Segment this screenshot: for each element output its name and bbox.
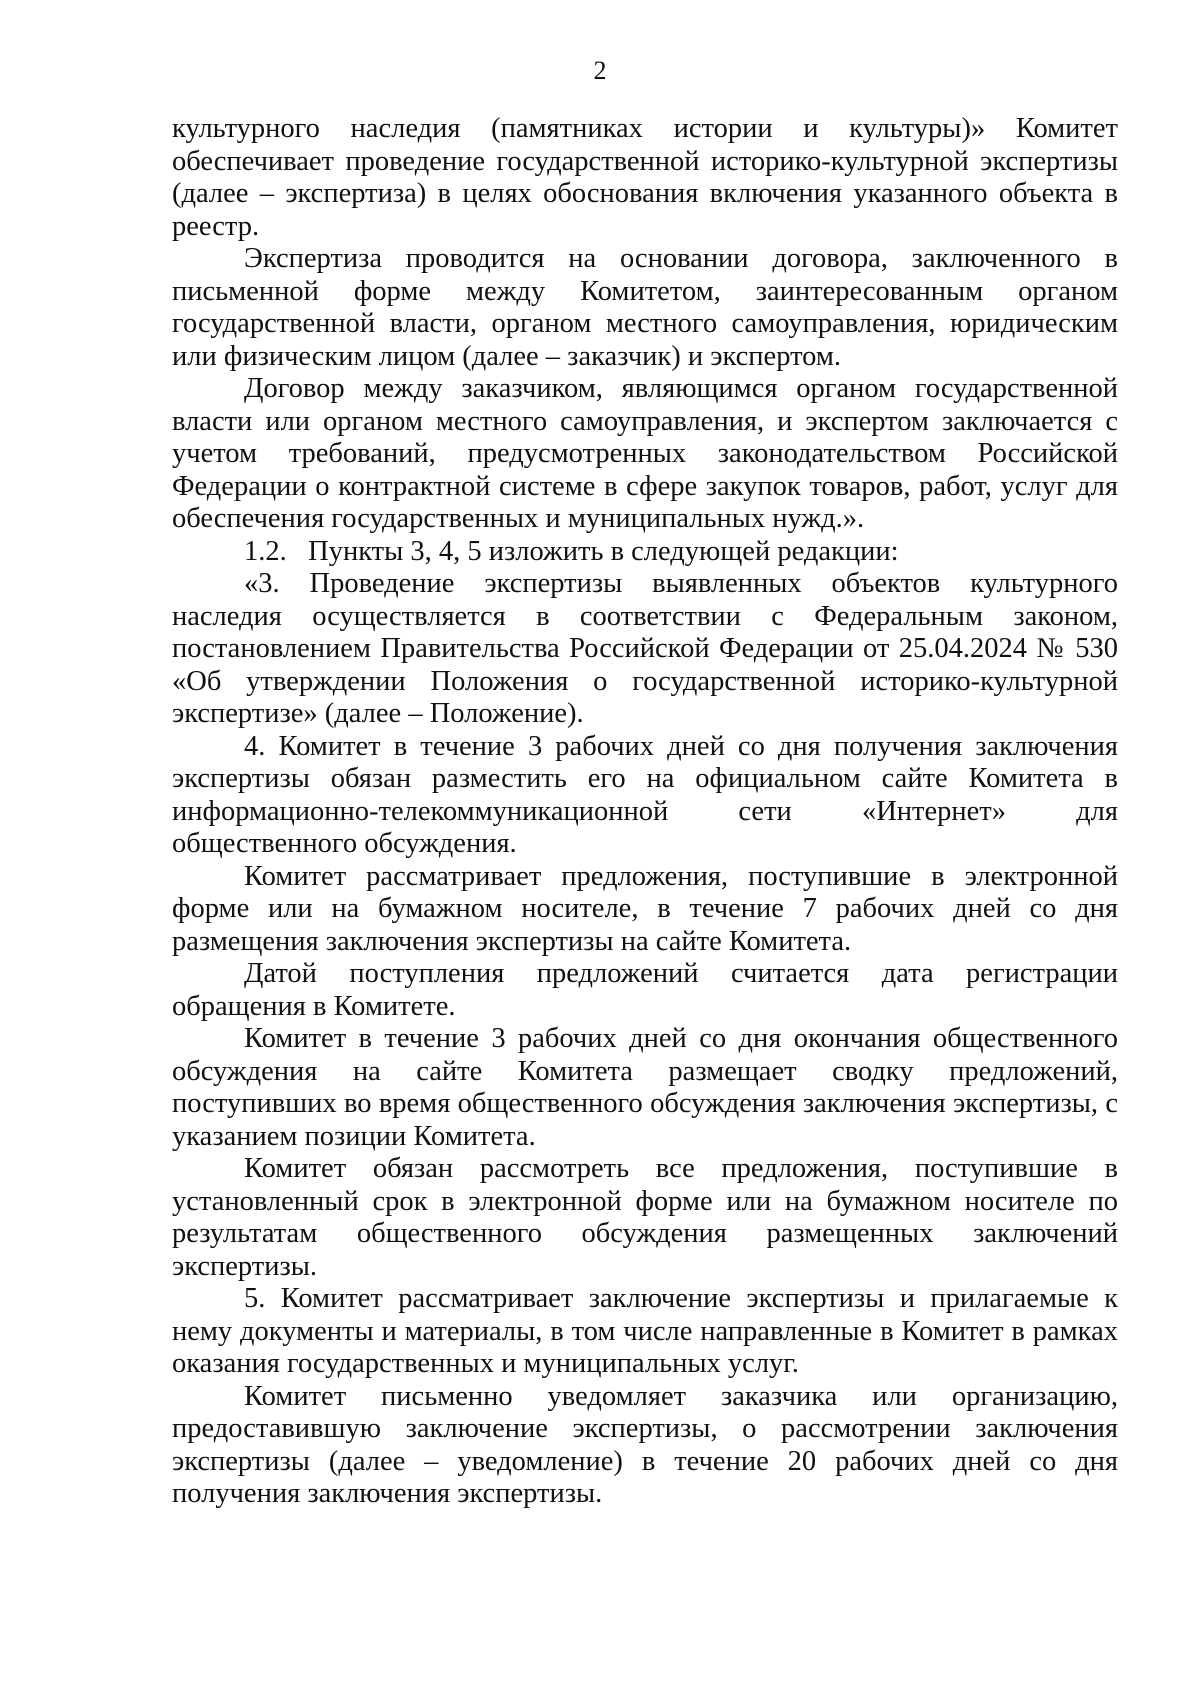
paragraph-expertise-basis: Экспертиза проводится на основании договора, заключенного в письменной форме между Комитетом, заинтересованным органом государственной власти, органом местного самоуправления, юридическим или физическим лицом (далее – заказчик) и экспертом. xyxy=(172,243,1118,372)
paragraph-point-5: 5. Комитет рассматривает заключение экспертизы и прилагаемые к нему документы и материалы, в том числе направленные в Комитет в рамках оказания государственных и муниципальных услуг. xyxy=(172,1283,1118,1379)
paragraph-continuation: культурного наследия (памятниках истории и культуры)» Комитет обеспечивает проведение государственной историко-культурной экспертизы (далее – экспертиза) в целях обоснования включения указанного объекта в реестр. xyxy=(172,113,1118,242)
paragraph-summary-posting: Комитет в течение 3 рабочих дней со дня окончания общественного обсуждения на сайте Комитета размещает сводку предложений, поступивших во время общественного обсуждения заключения экспертизы, с указанием позиции Комитета. xyxy=(172,1023,1118,1152)
page-number: 2 xyxy=(593,56,607,85)
paragraph-point-4: 4. Комитет в течение 3 рабочих дней со дня получения заключения экспертизы обязан разместить его на официальном сайте Комитета в информационно-телекоммуникационной сети «Интернет» для общественного обсуждения. xyxy=(172,730,1118,859)
paragraph-proposals-review: Комитет рассматривает предложения, поступившие в электронной форме или на бумажном носителе, в течение 7 рабочих дней со дня размещения заключения экспертизы на сайте Комитета. xyxy=(172,860,1118,957)
document-body xyxy=(172,113,1118,1511)
paragraph-notification: Комитет письменно уведомляет заказчика или организацию, предоставившую заключение экспертизы, о рассмотрении заключения экспертизы (далее – уведомление) в течение 20 рабочих дней со дня получения заключения экспертизы. xyxy=(172,1380,1118,1509)
paragraph-obligation-review: Комитет обязан рассмотреть все предложения, поступившие в установленный срок в электронной форме или на бумажном носителе по результатам общественного обсуждения размещенных заключений экспертизы. xyxy=(172,1153,1118,1282)
paragraph-contract-terms: Договор между заказчиком, являющимся органом государственной власти или органом местного самоуправления, и экспертом заключается с учетом требований, предусмотренных законодательством Российской Федерации о контрактной системе в сфере закупок товаров, работ, услуг для обеспечения государственных и муниципальных нужд.». xyxy=(172,373,1118,534)
paragraph-item-1-2: 1.2. Пункты 3, 4, 5 изложить в следующей редакции: xyxy=(244,535,899,567)
paragraph-receipt-date: Датой поступления предложений считается дата регистрации обращения в Комитете. xyxy=(172,958,1118,1022)
paragraph-point-3: «3. Проведение экспертизы выявленных объектов культурного наследия осуществляется в соответствии с Федеральным законом, постановлением Правительства Российской Федерации от 25.04.2024 № 530 «Об утверждении Положения о государственной историко-культурной экспертизе» (далее – Положение). xyxy=(172,568,1118,729)
